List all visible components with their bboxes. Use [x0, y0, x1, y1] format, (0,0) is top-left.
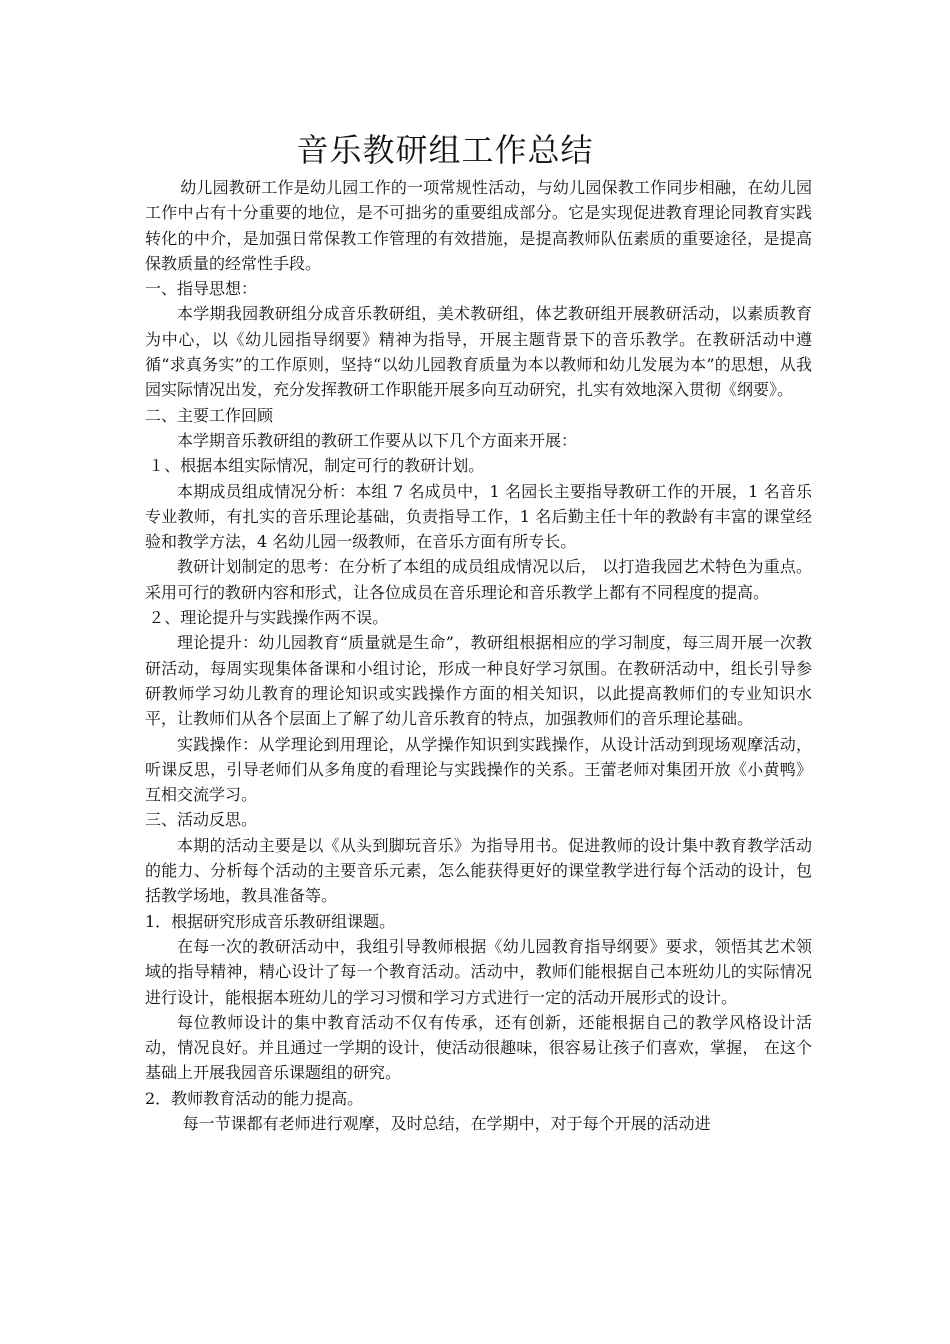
paragraph: 在每一次的教研活动中，我组引导教师根据《幼儿园教育指导纲要》要求，领悟其艺术领域的指导精神，精心设计了每一个教育活动。活动中，教师们能根据自己本班幼儿的实际情况进行设计，能根据本班幼儿的学习习惯和学习方式进行一定的活动开展形式的设计。: [145, 936, 812, 1007]
numbered-item: 2．教师教育活动的能力提高。: [145, 1088, 364, 1108]
intro-paragraph: 幼儿园教研工作是幼儿园工作的一项常规性活动，与幼儿园保教工作同步相融，在幼儿园工作中占有十分重要的地位，是不可拙劣的重要组成部分。它是实现促进教育理论同教育实践转化的中介，是加强日常保教工作管理的有效措施，是提高教师队伍素质的重要途径，是提高保教质量的经常性手段。: [145, 178, 812, 273]
paragraph: 本学期我园教研组分成音乐教研组，美术教研组，体艺教研组开展教研活动，以素质教育为中心，以《幼儿园指导纲要》精神为指导，开展主题背景下的音乐教学。在教研活动中遵循“求真务实”的工作原则，坚持“以幼儿园教育质量为本以教师和幼儿发展为本”的思想，从我园实际情况出发，充分发挥教研工作职能开展多向互动研究，扎实有效地深入贯彻《纲要》。: [145, 304, 812, 400]
paragraph: 教研计划制定的思考：在分析了本组的成员组成情况以后， 以打造我园艺术特色为重点。采用可行的教研内容和形式，让各位成员在音乐理论和音乐教学上都有不同程度的提高。: [145, 557, 812, 602]
paragraph: 本学期音乐教研组的教研工作要从以下几个方面来开展：: [177, 430, 578, 450]
paragraph: 每一节课都有老师进行观摩，及时总结，在学期中，对于每个开展的活动进: [182, 1113, 711, 1133]
numbered-item: 1．根据研究形成音乐教研组课题。: [145, 911, 396, 931]
paragraph: 每位教师设计的集中教育活动不仅有传承，还有创新，还能根据自己的教学风格设计活动，情况良好。并且通过一学期的设计，使活动很趣味，很容易让孩子们喜欢，掌握， 在这个基础上开展我园音乐课题组的研究。: [145, 1012, 812, 1083]
numbered-item: ２、理论提升与实践操作两不误。: [148, 608, 389, 628]
section-heading-main-work: 二、主要工作回顾: [145, 405, 274, 425]
section-heading-reflection: 三、活动反思。: [145, 810, 258, 830]
paragraph: 本期的活动主要是以《从头到脚玩音乐》为指导用书。促进教师的设计集中教育教学活动的能力、分析每个活动的主要音乐元素，怎么能获得更好的课堂教学进行每个活动的设计，包括教学场地，教具准备等。: [145, 835, 812, 906]
paragraph: 理论提升：幼儿园教育“质量就是生命”，教研组根据相应的学习制度，每三周开展一次教研活动，每周实现集体备课和小组讨论，形成一种良好学习氛围。在教研活动中，组长引导参研教师学习幼儿教育的理论知识或实践操作方面的相关知识，以此提高教师们的专业知识水平，让教师们从各个层面上了解了幼儿音乐教育的特点，加强教师们的音乐理论基础。: [145, 633, 812, 729]
document-body: [145, 175, 812, 1136]
section-heading-guiding-thought: 一、指导思想：: [145, 279, 258, 299]
paragraph: 本期成员组成情况分析：本组 7 名成员中，1 名园长主要指导教研工作的开展，1 名音乐专业教师，有扎实的音乐理论基础，负责指导工作，1 名后勤主任十年的教龄有丰富的课堂经验和教学方法，4 名幼儿园一级教师，在音乐方面有所专长。: [145, 481, 812, 552]
paragraph: 实践操作：从学理论到用理论，从学操作知识到实践操作，从设计活动到现场观摩活动，听课反思，引导老师们从多角度的看理论与实践操作的关系。王蕾老师对集团开放《小黄鸭》互相交流学习。: [145, 734, 812, 805]
page-title: 音乐教研组工作总结: [296, 131, 594, 169]
numbered-item: １、根据本组实际情况，制定可行的教研计划。: [148, 456, 485, 476]
